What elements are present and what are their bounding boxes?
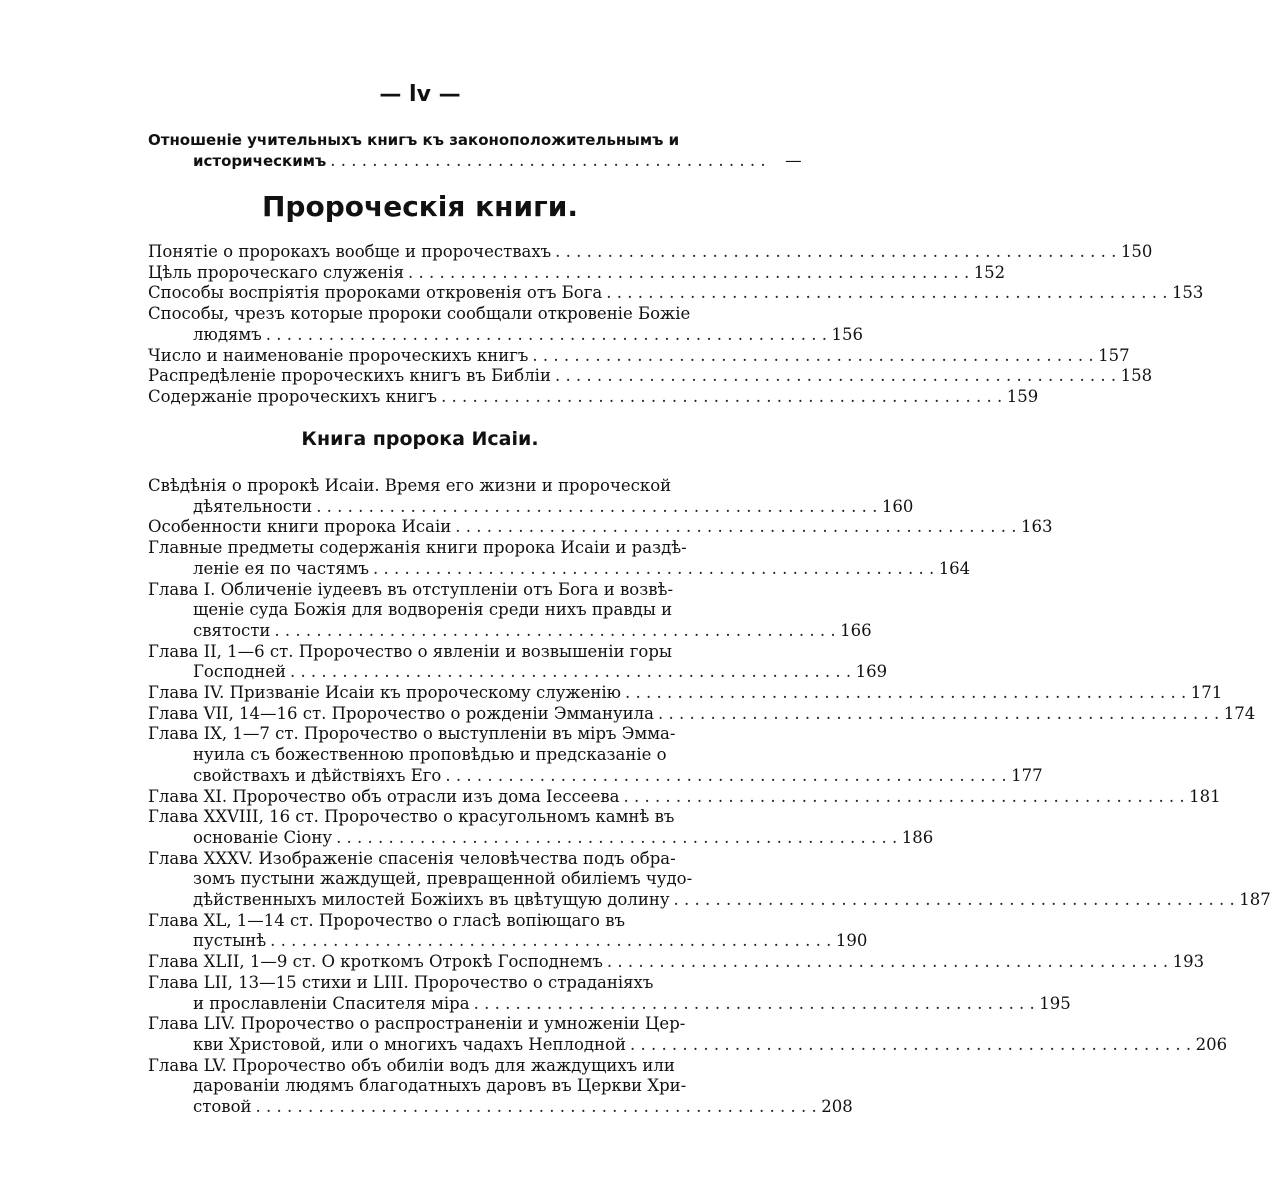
toc-entry-line: Глава LIV. Пророчество о распространенiи и умноженiи Цер- xyxy=(148,1014,686,1034)
toc-entry-tail xyxy=(148,283,1204,304)
toc-page-number: 174 xyxy=(1223,703,1256,723)
toc-entry xyxy=(148,910,868,952)
toc-entry xyxy=(148,1014,1228,1055)
toc-entry-line: пустынѣ xyxy=(193,931,267,951)
toc-entry-line: Глава LV. Пророчество объ обилiи водъ для жаждущихъ или xyxy=(148,1055,675,1075)
toc-page-number: 153 xyxy=(1171,283,1204,303)
leader-dots: . . . . . . . . . . . . . . . . . . . . . . . . . . . . . . . . . . . . . . . . . . . . . . . . . . . . . . xyxy=(270,931,832,951)
leader-dots: . . . . . . . . . . . . . . . . . . . . . . . . . . . . . . . . . . . . . . . . . . . . . . . . . . . . . . xyxy=(554,366,1117,386)
leader-dots: . . . . . . . . . . . . . . . . . . . . . . . . . . . . . . . . . . . . . . . . . . . . . . . . . . . . . . xyxy=(441,386,1003,406)
leader-dots: . . . . . . . . . . . . . . . . . . . . . . . . . . . . . . . . . . . . . . . . . . . . . . . . . . . . . . xyxy=(623,786,1185,806)
leader-dots: . . . . . . . . . . . . . . . . . . . . . . . . . . . . . . . . . . . . . . . . . . . . . . . . . . . . . . xyxy=(274,620,836,640)
toc-entry-line: Глава VII, 14—16 ст. Пророчество о рожденiи Эммануила xyxy=(148,703,654,723)
toc-entry-line: Способы воспрiятiя пророками откровенiя отъ Бога xyxy=(148,283,603,303)
leader-dots: . . . . . . . . . . . . . . . . . . . . . . . . . . . . . . . . . . . . . . . . . . . . . . . . . . . . . . xyxy=(473,993,1035,1013)
toc-entry-line: дѣйственныхъ милостей Божiихъ въ цвѣтущую долину xyxy=(193,890,670,909)
toc-entry-line: Способы, чрезъ которые пророки сообщали откровенiе Божiе xyxy=(148,304,691,324)
toc-entry-line: историческимъ xyxy=(193,151,327,170)
toc-entry xyxy=(148,242,1153,263)
toc-entry-tail xyxy=(148,1034,1228,1056)
toc-entry-line: Особенности книги пророка Исаiи xyxy=(148,517,452,537)
toc-page-number: 158 xyxy=(1120,366,1153,386)
toc-entry-line: Понятiе о пророкахъ вообще и пророчествахъ xyxy=(148,242,552,261)
toc-page-number: 150 xyxy=(1120,242,1153,261)
toc-page-number: 206 xyxy=(1195,1034,1228,1054)
toc-entry-line: Глава XXVIII, 16 ст. Пророчество о красугольномъ камнѣ въ xyxy=(148,807,675,827)
leader-dots: . . . . . . . . . . . . . . . . . . . . . . . . . . . . . . . . . . . . . . . . . . . . . . . . . . . . . . xyxy=(658,703,1220,723)
toc-entry-tail xyxy=(148,366,1153,387)
toc-entry-line: Глава XXXV. Изображенiе спасенiя человѣчества подъ обра- xyxy=(148,848,676,868)
toc-page-number: 159 xyxy=(1006,386,1039,406)
toc-entry xyxy=(148,538,971,579)
leader-dots: . . . . . . . . . . . . . . . . . . . . . . . . . . . . . . . . . . . . . . . . . . . . . . . . . . . . . . xyxy=(372,558,935,578)
toc-entry xyxy=(148,262,1006,284)
toc-entry-line: людямъ xyxy=(193,324,262,344)
toc-entry-line: Число и наименованiе пророческихъ книгъ xyxy=(148,345,529,365)
toc-entry-line: нуила съ божественною проповѣдью и предсказанiе о xyxy=(193,745,667,765)
toc-entry-line: Распредѣленiе пророческихъ книгъ въ Библiи xyxy=(148,366,551,386)
toc-entry-tail xyxy=(148,786,1221,808)
toc-page-number: 181 xyxy=(1189,786,1221,806)
toc-entry-line: кви Христовой, или о многихъ чадахъ Неплодной xyxy=(193,1034,626,1054)
leader-dots: . . . . . . . . . . . . . . . . . . . . . . . . . . . . . . . . . . . . . . . . . . . . . . . . . . . . . . xyxy=(316,496,878,516)
toc-entry xyxy=(148,1055,853,1118)
toc-entry-tail xyxy=(148,931,868,952)
toc-entry xyxy=(148,476,914,517)
leader-dots: . . . . . . . . . . . . . . . . . . . . . . . . . . . . . . . . . . . . . . . . . . . . . . . . . . . . . . xyxy=(407,262,970,282)
toc-entry-line: и прославленiи Спасителя мiра xyxy=(193,993,470,1013)
toc-entry-line: дѣятельности xyxy=(193,496,313,516)
toc-page-number: 171 xyxy=(1190,683,1223,702)
leader-dots: . . . . . . . . . . . . . . . . . . . . . . . . . . . . . . . . . . . . . . . . . . . . . . . . . . . . . . xyxy=(673,890,1235,909)
toc-page-number: 160 xyxy=(881,496,914,516)
toc-entry-tail xyxy=(148,345,1130,367)
toc-entry-line: Глава IX, 1—7 ст. Пророчество о выступленiи въ мiръ Эмма- xyxy=(148,724,676,744)
toc-entry-line: Цѣль пророческаго служенiя xyxy=(148,262,404,282)
toc-page-number: — xyxy=(785,150,802,170)
toc-entry-line: основанiе Сiону xyxy=(193,827,333,847)
toc-page-number: 152 xyxy=(973,262,1006,282)
toc-entry-tail xyxy=(148,993,1071,1015)
toc-entry-tail xyxy=(148,150,802,172)
toc-entry xyxy=(148,641,888,683)
toc-entry xyxy=(148,786,1221,808)
leader-dots: . . . . . . . . . . . . . . . . . . . . . . . . . . . . . . . . . . . . . . . . . . . . . . . . . . . . . . xyxy=(265,324,827,344)
page-number: — lv — xyxy=(379,82,461,107)
toc-entry-line: Отношенiе учительныхъ книгъ къ законоположительнымъ и xyxy=(148,131,680,149)
toc-entry-intro xyxy=(148,130,802,171)
toc-entry-tail xyxy=(148,262,1006,284)
toc-page-number: 169 xyxy=(855,662,888,682)
toc-entry-line: свойствахъ и дѣйствiяхъ Его xyxy=(193,765,442,785)
toc-entry xyxy=(148,283,1204,304)
leader-dots: . . . . . . . . . . . . . . . . . . . . . . . . . . . . . . . . . . . . . . . . . . xyxy=(330,150,766,170)
toc-entry-line: Свѣдѣнiя о пророкѣ Исаiи. Время его жизни и пророческой xyxy=(148,476,672,495)
toc-entry-line: Глава XL, 1—14 ст. Пророчество о гласѣ вопiющаго въ xyxy=(148,910,626,930)
toc-entry-tail xyxy=(148,324,863,346)
toc-entry-tail xyxy=(148,662,888,683)
toc-entry-line: ленiе ея по частямъ xyxy=(193,558,369,578)
toc-entry-tail xyxy=(148,517,1053,538)
toc-entry xyxy=(148,517,1053,538)
toc-entry xyxy=(148,703,1256,725)
leader-dots: . . . . . . . . . . . . . . . . . . . . . . . . . . . . . . . . . . . . . . . . . . . . . . . . . . . . . . xyxy=(629,1034,1192,1054)
toc-page-number: 163 xyxy=(1020,517,1053,537)
leader-dots: . . . . . . . . . . . . . . . . . . . . . . . . . . . . . . . . . . . . . . . . . . . . . . . . . . . . . . xyxy=(336,827,898,847)
leader-dots: . . . . . . . . . . . . . . . . . . . . . . . . . . . . . . . . . . . . . . . . . . . . . . . . . . . . . . xyxy=(555,242,1117,261)
toc-entry xyxy=(148,579,872,642)
toc-entry xyxy=(148,724,1043,786)
toc-entry-tail xyxy=(148,765,1043,787)
toc-entry-line: Глава II, 1—6 ст. Пророчество о явленiи и возвышенiи горы xyxy=(148,641,673,661)
toc-entry-tail xyxy=(148,558,971,580)
toc-page-number: 164 xyxy=(938,558,971,578)
toc-entry-line: Глава IV. Призванiе Исаiи къ пророческому служенiю xyxy=(148,683,622,702)
toc-entry xyxy=(148,807,934,848)
toc-entry-line: Глава LII, 13—15 стихи и LIII. Пророчество о страданiяхъ xyxy=(148,972,654,992)
toc-page-number: 156 xyxy=(831,324,863,344)
toc-entry-tail xyxy=(148,952,1205,973)
toc-entry-line: Содержанiе пророческихъ книгъ xyxy=(148,386,438,406)
section-title-prophetic-books: Пророческiя книги. xyxy=(262,190,578,223)
toc-entry-line: щенiе суда Божiя для водворенiя среди нихъ правды и xyxy=(193,600,673,620)
leader-dots: . . . . . . . . . . . . . . . . . . . . . . . . . . . . . . . . . . . . . . . . . . . . . . . . . . . . . . xyxy=(455,517,1017,537)
toc-entry-line: святости xyxy=(193,620,271,640)
toc-entry-line: Господней xyxy=(193,662,286,682)
toc-entry-tail xyxy=(148,683,1223,704)
toc-entry-tail xyxy=(148,496,914,518)
toc-entry-tail xyxy=(148,1097,853,1118)
toc-page-number: 208 xyxy=(821,1097,853,1116)
toc-entry-tail xyxy=(148,242,1153,263)
toc-page-number: 187 xyxy=(1239,890,1271,909)
toc-entry xyxy=(148,366,1153,387)
toc-page-number: 195 xyxy=(1039,993,1071,1013)
toc-page-number: 193 xyxy=(1172,952,1205,972)
toc-entry-line: Глава XI. Пророчество объ отрасли изъ дома Iессеева xyxy=(148,786,620,806)
toc-entry xyxy=(148,304,863,345)
toc-page-number: 157 xyxy=(1098,345,1130,365)
toc-entry xyxy=(148,683,1223,704)
toc-entry-tail xyxy=(148,620,872,642)
section-title-book-of-isaiah: Книга пророка Исаiи. xyxy=(301,428,539,450)
toc-entry-line: зомъ пустыни жаждущей, превращенной обилiемъ чудо- xyxy=(193,869,693,889)
toc-entry xyxy=(148,345,1130,367)
toc-entry xyxy=(148,972,1071,1014)
leader-dots: . . . . . . . . . . . . . . . . . . . . . . . . . . . . . . . . . . . . . . . . . . . . . . . . . . . . . . xyxy=(289,662,852,682)
toc-entry-line: Главные предметы содержанiя книги пророка Исаiи и раздѣ- xyxy=(148,538,687,558)
toc-entry-line: дарованiи людямъ благодатныхъ даровъ въ Церкви Хри- xyxy=(193,1076,687,1096)
toc-entry xyxy=(148,386,1039,408)
toc-page-number: 166 xyxy=(840,620,872,640)
toc-entry xyxy=(148,952,1205,973)
toc-entry-tail xyxy=(148,386,1039,408)
toc-page-number: 177 xyxy=(1011,765,1043,785)
toc-page-number: 186 xyxy=(901,827,934,847)
leader-dots: . . . . . . . . . . . . . . . . . . . . . . . . . . . . . . . . . . . . . . . . . . . . . . . . . . . . . . xyxy=(445,765,1007,785)
leader-dots: . . . . . . . . . . . . . . . . . . . . . . . . . . . . . . . . . . . . . . . . . . . . . . . . . . . . . . xyxy=(625,683,1187,702)
toc-entry-line: Глава XLII, 1—9 ст. О кроткомъ Отрокѣ Господнемъ xyxy=(148,952,603,972)
toc-page-number: 190 xyxy=(835,931,868,951)
toc-entry-line: Глава I. Обличенiе iудеевъ въ отступленiи отъ Бога и возвѣ- xyxy=(148,579,674,599)
leader-dots: . . . . . . . . . . . . . . . . . . . . . . . . . . . . . . . . . . . . . . . . . . . . . . . . . . . . . . xyxy=(255,1097,817,1116)
toc-entry xyxy=(148,848,1271,911)
toc-entry-line: стовой xyxy=(193,1097,252,1116)
leader-dots: . . . . . . . . . . . . . . . . . . . . . . . . . . . . . . . . . . . . . . . . . . . . . . . . . . . . . . xyxy=(532,345,1094,365)
leader-dots: . . . . . . . . . . . . . . . . . . . . . . . . . . . . . . . . . . . . . . . . . . . . . . . . . . . . . . xyxy=(606,952,1169,972)
toc-entry-tail xyxy=(148,890,1271,911)
leader-dots: . . . . . . . . . . . . . . . . . . . . . . . . . . . . . . . . . . . . . . . . . . . . . . . . . . . . . . xyxy=(606,283,1168,303)
toc-entry-tail xyxy=(148,703,1256,725)
toc-entry-tail xyxy=(148,827,934,849)
